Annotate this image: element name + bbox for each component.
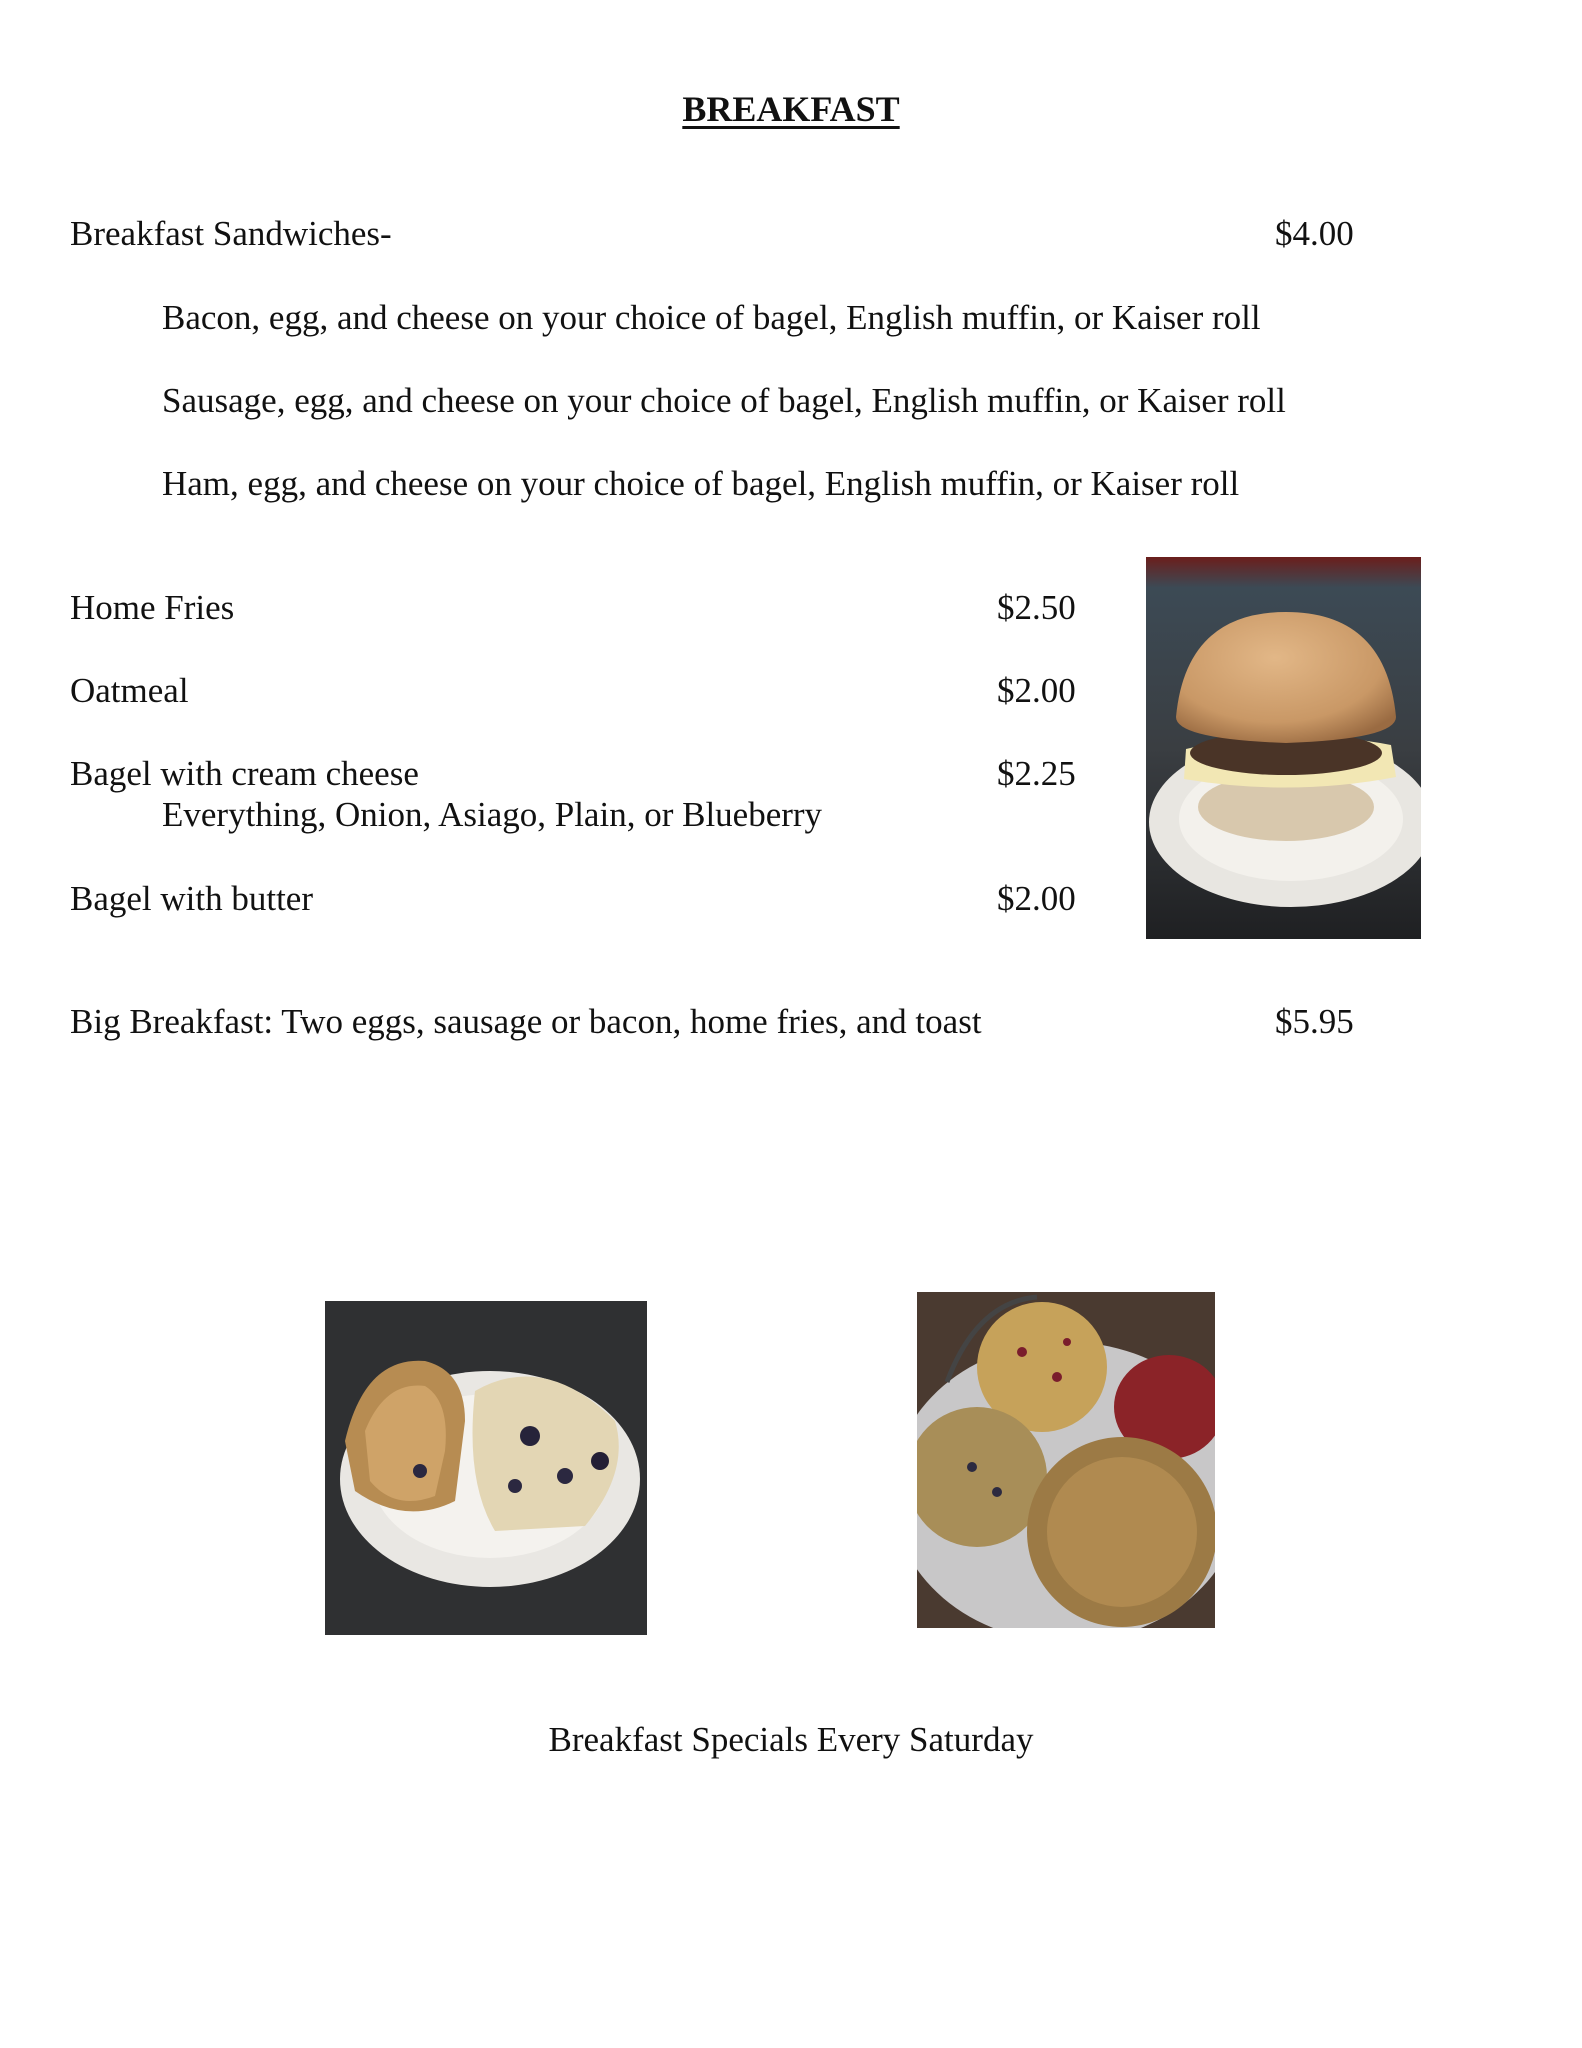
page-title: BREAKFAST bbox=[682, 89, 900, 129]
muffin-tray-photo bbox=[917, 1292, 1215, 1628]
big-breakfast-price: $5.95 bbox=[1275, 1002, 1354, 1041]
big-breakfast-label: Big Breakfast: Two eggs, sausage or bacon, home fries, and toast bbox=[70, 1002, 982, 1041]
menu-item-price: $2.00 bbox=[997, 671, 1076, 710]
menu-item-price: $2.50 bbox=[997, 588, 1076, 627]
sandwich-option: Ham, egg, and cheese on your choice of bagel, English muffin, or Kaiser roll bbox=[162, 464, 1240, 503]
sandwich-option: Sausage, egg, and cheese on your choice of bagel, English muffin, or Kaiser roll bbox=[162, 381, 1286, 420]
menu-item-note: Everything, Onion, Asiago, Plain, or Blueberry bbox=[162, 795, 823, 834]
footer-note: Breakfast Specials Every Saturday bbox=[548, 1720, 1034, 1759]
menu-item-name: Bagel with butter bbox=[70, 879, 314, 918]
sandwich-option: Bacon, egg, and cheese on your choice of bagel, English muffin, or Kaiser roll bbox=[162, 298, 1261, 337]
menu-item-price: $2.00 bbox=[997, 879, 1076, 918]
menu-item-name: Oatmeal bbox=[70, 671, 189, 710]
menu-item-name: Bagel with cream cheese bbox=[70, 754, 419, 793]
sandwich-photo bbox=[1146, 557, 1421, 939]
sandwiches-label: Breakfast Sandwiches- bbox=[70, 214, 392, 253]
menu-item-price: $2.25 bbox=[997, 754, 1076, 793]
muffin-plate-photo bbox=[325, 1301, 647, 1635]
menu-item-name: Home Fries bbox=[70, 588, 235, 627]
sandwiches-price: $4.00 bbox=[1275, 214, 1354, 253]
